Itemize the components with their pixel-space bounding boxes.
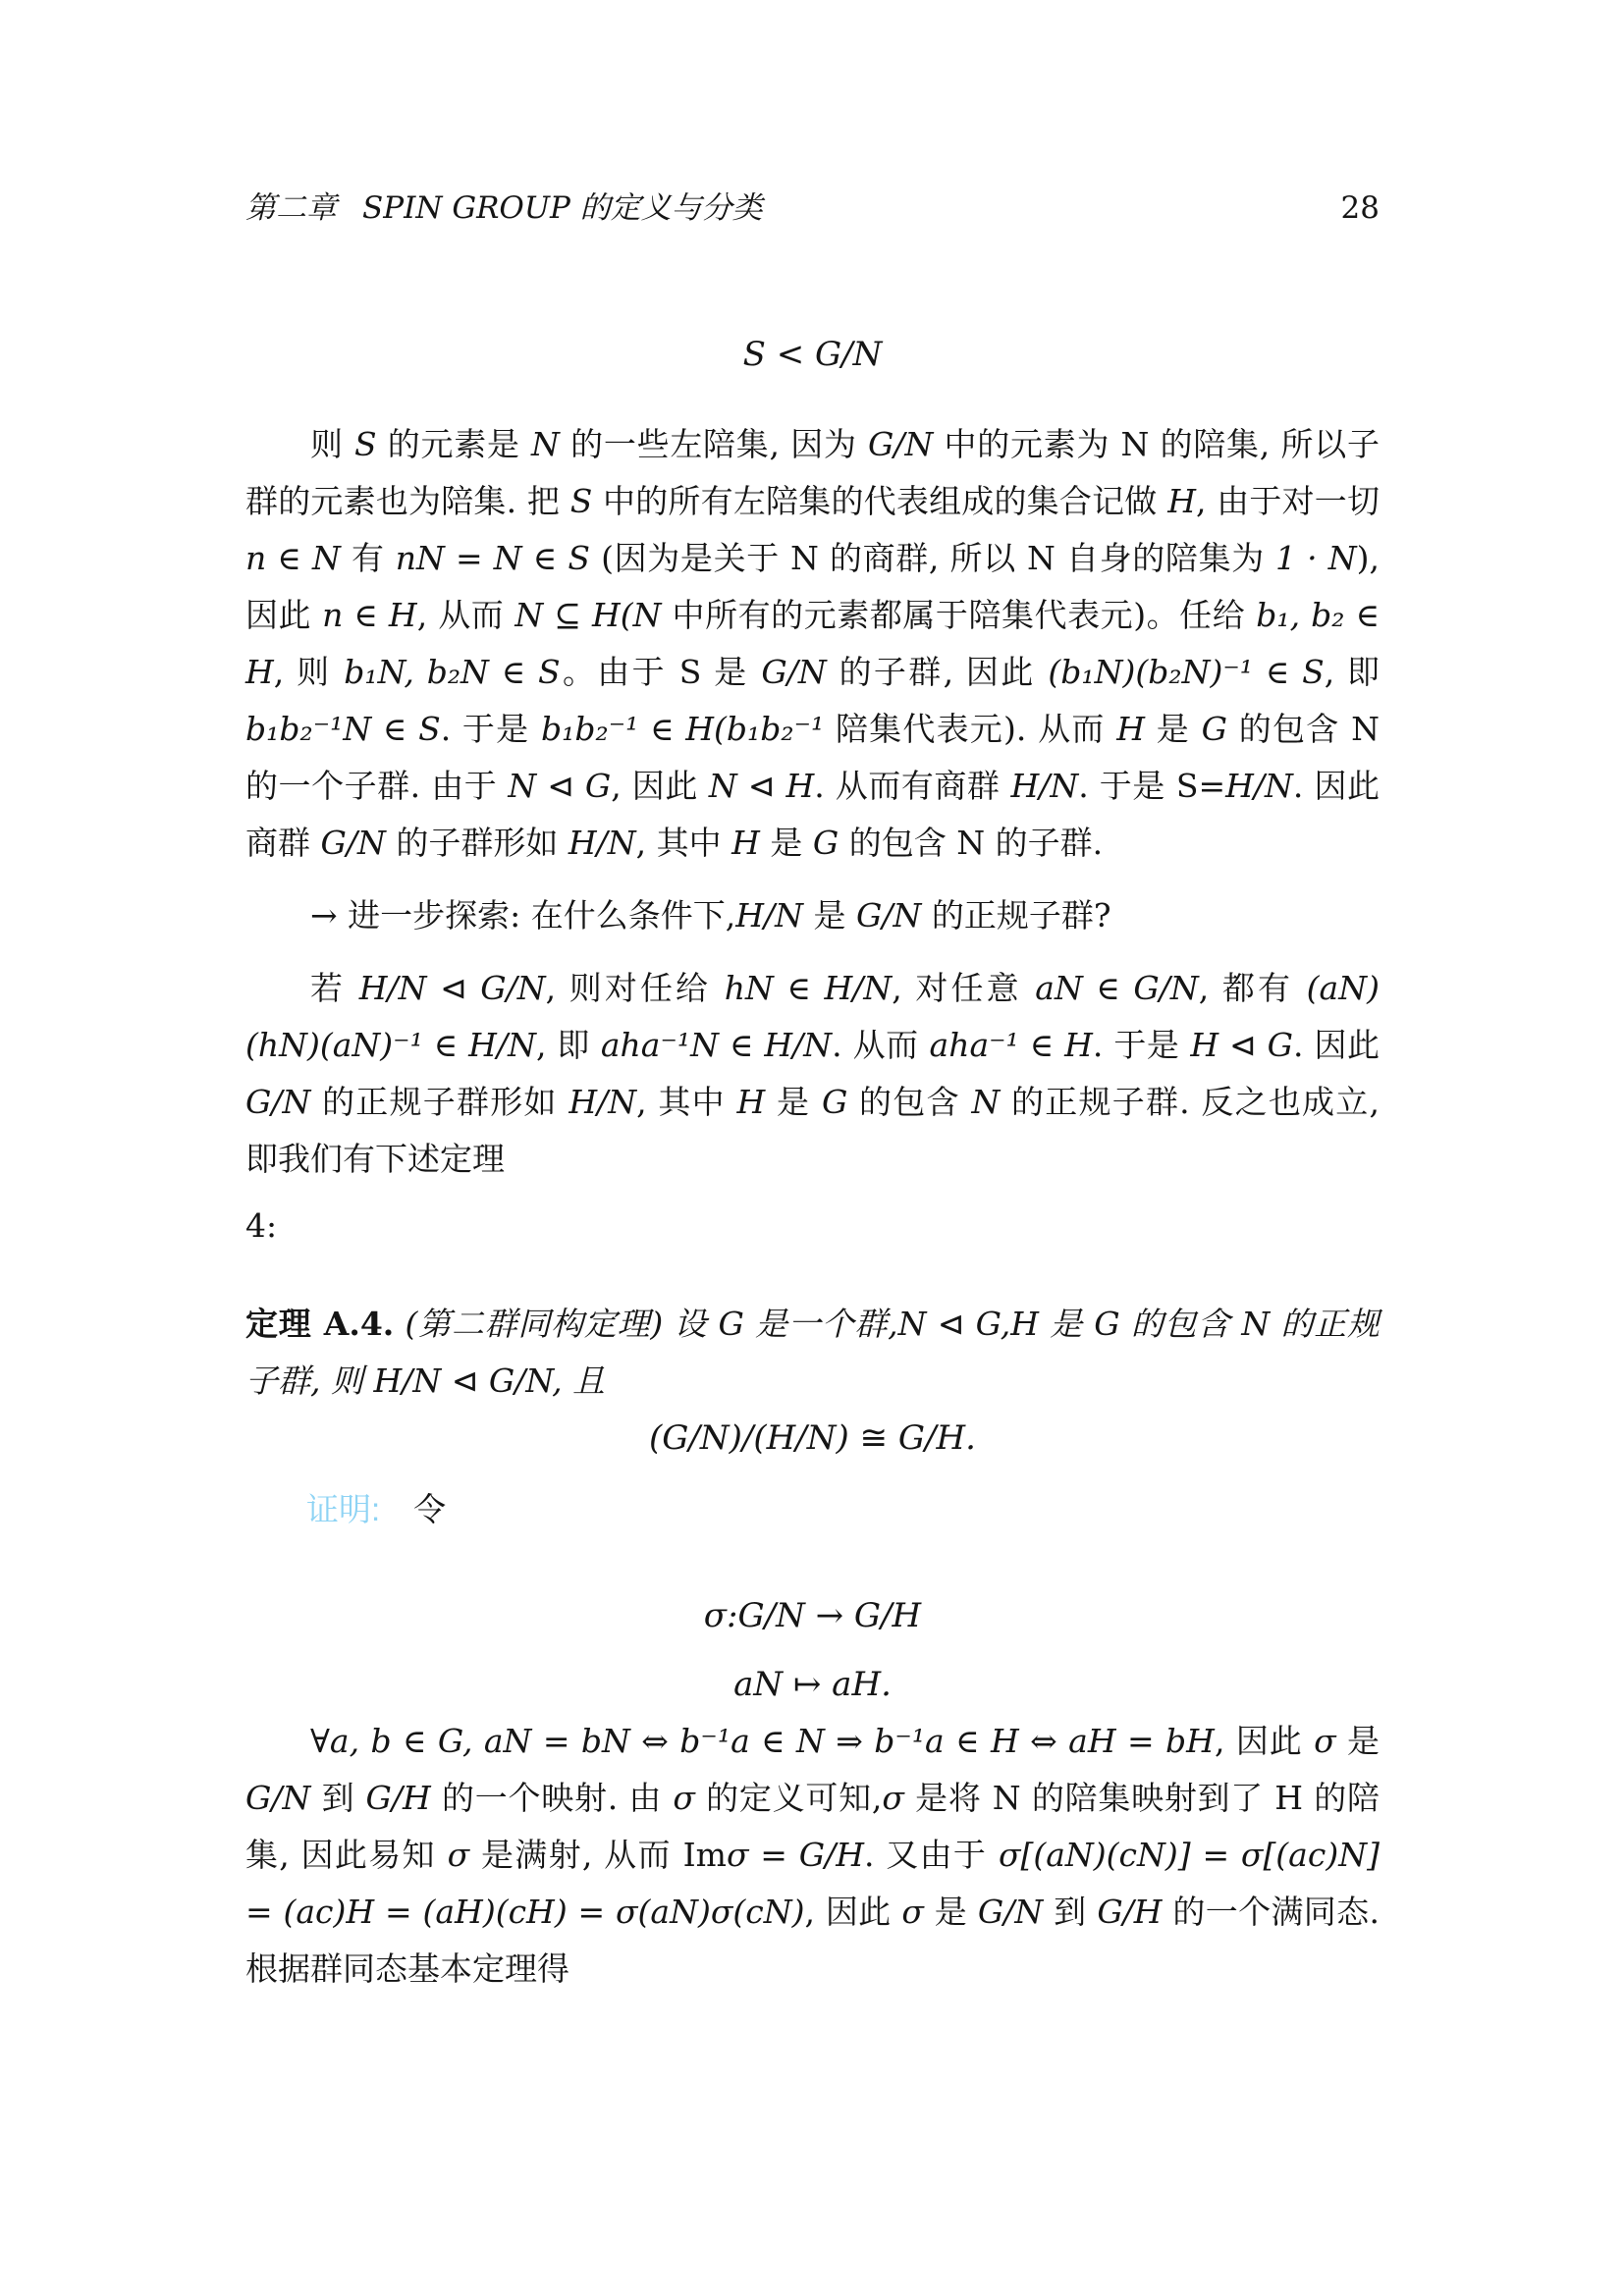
paragraph-further-question: → 进一步探索: 在什么条件下,H/N 是 G/N 的正规子群? <box>310 896 1111 934</box>
theorem-statement: 设 G 是一个群,N ⊲ G,H 是 G 的包含 N 的正规子群, 则 H/N ⊲ G/N, 且 <box>245 1305 1380 1400</box>
display-formula-isomorphism: (G/N)/(H/N) ≅ G/H. <box>649 1418 976 1458</box>
proof-opening <box>245 1481 1380 1538</box>
display-formula-coset-image: aN ↦ aH. <box>733 1665 892 1704</box>
page-number: 28 <box>1340 190 1380 226</box>
running-header <box>245 188 1380 228</box>
paragraph-wrap-four: 4: <box>245 1206 278 1245</box>
paragraph-proof-body: ∀a, b ∈ G, aN = bN ⇔ b⁻¹a ∈ N ⇒ b⁻¹a ∈ H ⇔ aH = bH, 因此 σ 是 G/N 到 G/H 的一个映射. 由 σ 的定义可知,σ 是将 N 的陪集映射到了 H 的陪集, 因此易知 σ 是满射, 从而 Imσ = G/H. 又由于 σ[(aN)(cN)] = σ[(ac)N] = (ac)H = (aH)(cH) = σ(aN)σ(cN), 因此 σ 是 G/N 到 G/H 的一个满同态. 根据群同态基本定理得 <box>245 1722 1380 1988</box>
theorem-a4 <box>245 1296 1380 1410</box>
chapter-number: 第二章 <box>245 190 337 226</box>
display-formula-sigma-map: σ:G/N → G/H <box>703 1596 922 1635</box>
proof-label: 证明: <box>306 1491 381 1527</box>
theorem-number: 定理 A.4. <box>245 1305 395 1343</box>
theorem-name: (第二群同构定理) <box>405 1305 664 1343</box>
paragraph-normal-subgroup: 若 H/N ⊲ G/N, 则对任给 hN ∈ H/N, 对任意 aN ∈ G/N, 都有 (aN)(hN)(aN)⁻¹ ∈ H/N, 即 aha⁻¹N ∈ H/N. 从而 aha⁻¹ ∈ H. 于是 H ⊲ G. 因此 G/N 的正规子群形如 H/N, 其中 H 是 G 的包含 N 的正规子群. 反之也成立, 即我们有下述定理 <box>245 969 1380 1178</box>
chapter-heading <box>245 188 763 228</box>
proof-lead: 令 <box>413 1490 447 1528</box>
chapter-title: SPIN GROUP 的定义与分类 <box>362 190 763 226</box>
paragraph-cosets: 则 S 的元素是 N 的一些左陪集, 因为 G/N 中的元素为 N 的陪集, 所以子群的元素也为陪集. 把 S 中的所有左陪集的代表组成的集合记做 H, 由于对一切 n ∈ N 有 nN = N ∈ S (因为是关于 N 的商群, 所以 N 自身的陪集为 1 · N), 因此 n ∈ H, 从而 N ⊆ H(N 中所有的元素都属于陪集代表元)。任给 b₁, b₂ ∈ H, 则 b₁N, b₂N ∈ S。由于 S 是 G/N 的子群, 因此 (b₁N)(b₂N)⁻¹ ∈ S, 即 b₁b₂⁻¹N ∈ S. 于是 b₁b₂⁻¹ ∈ H(b₁b₂⁻¹ 陪集代表元). 从而 H 是 G 的包含 N 的一个子群. 由于 N ⊲ G, 因此 N ⊲ H. 从而有商群 H/N. 于是 S=H/N. 因此商群 G/N 的子群形如 H/N, 其中 H 是 G 的包含 N 的子群. <box>245 425 1380 862</box>
display-formula-subgroup: S < G/N <box>742 335 883 374</box>
